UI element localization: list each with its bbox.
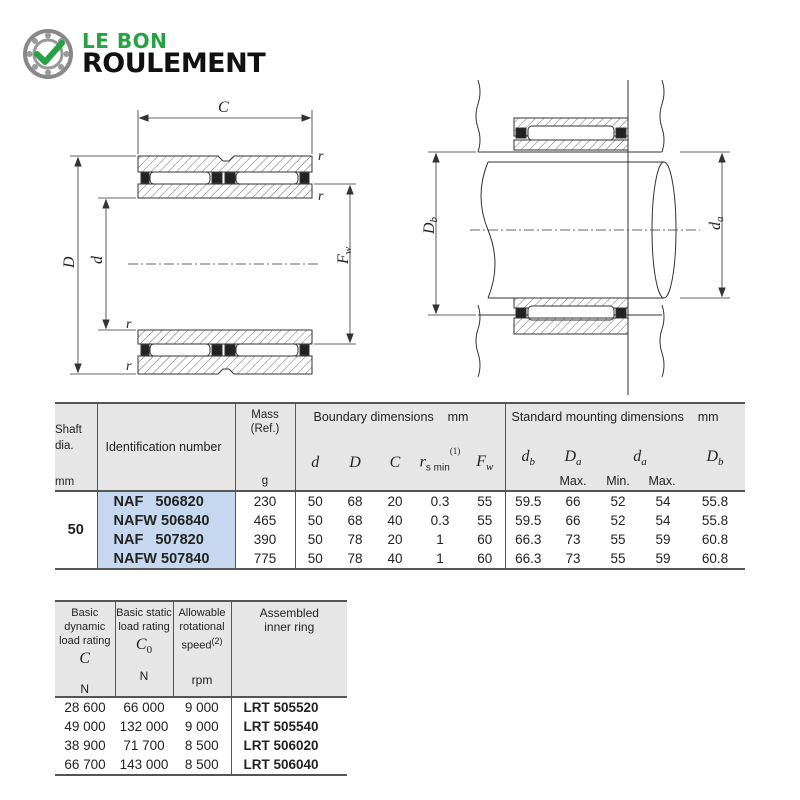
table-cell [115,601,173,697]
table-cell: 78 [347,532,363,547]
label-r: r [318,189,324,204]
inner-ring-cell: LRT 506040 [231,755,347,775]
table-cell: 28 600 [64,700,106,715]
table-cell: 59.5 [505,491,551,511]
speed-unit: rpm [191,672,213,687]
label-Fw: Fw [335,246,354,264]
table-cell: 59 [655,532,671,547]
load-rating-table [55,600,347,776]
table-cell [505,403,745,436]
table-cell: 1 [436,551,444,566]
table-cell: 59 [655,551,671,566]
speed-header3: speed$^{(2)}$ [181,636,223,652]
table-cell: 73 [565,532,581,547]
table-row [55,403,745,436]
table-cell: 71 700 [123,738,165,753]
table-row [55,491,745,511]
label-D: D [61,256,78,268]
table-cell: 8 500 [184,738,219,753]
table-cell: 55.8 [701,513,729,528]
table-cell: 52 [610,513,626,528]
table-row [55,717,347,736]
table-cell: 50 [295,549,335,569]
table-cell: 66.3 [505,530,551,549]
label-d: d [89,256,106,264]
col-rs: $r_{s min}^{(1)}$ [415,436,465,491]
table-cell: 66 000 [123,700,165,715]
table-cell: 49 000 [64,719,106,734]
table-cell [55,601,115,697]
logo-line1: LE BON [82,29,168,53]
table-cell: 66 [565,494,581,509]
dyn-symbol: C [79,650,91,667]
table-cell: 20 [387,532,403,547]
table-cell: 132 000 [119,719,169,734]
table-cell: 55 [477,513,493,528]
label-da: da [707,216,726,230]
ident-cell: NAF 507820 [97,530,235,549]
label-Db: Db [421,216,440,234]
table-cell: 60.8 [701,532,729,547]
table-cell [231,601,347,697]
logo-line2: ROULEMENT [82,48,266,79]
table-cell: 54 [655,494,671,509]
col-d: d [295,436,335,491]
table-cell: 465 [235,511,295,530]
dyn-unit: N [80,682,90,696]
table-cell: 55 [610,532,626,547]
table-cell: 54 [655,513,671,528]
stat-header1: Basic static [116,607,172,619]
table-cell: 66 [565,513,581,528]
table-row [55,530,745,549]
table-cell: 40 [387,513,403,528]
stat-unit: N [139,669,149,684]
speed-header2: rotational [179,621,225,633]
table-cell: 68 [347,494,363,509]
col-C: C [375,436,415,491]
bearing-drawings [0,0,800,395]
label-C: C [218,99,229,116]
table-cell: 73 [565,551,581,566]
col-D: D [335,436,375,491]
table-row [55,736,347,755]
table-cell: 68 [347,513,363,528]
table-cell: 55.8 [701,494,729,509]
table-cell: 9 000 [184,700,219,715]
table-cell [173,601,231,697]
speed-header1: Allowable [178,607,226,619]
dyn-header2: load rating [59,635,111,647]
standard-header: Standard mounting dimensions [511,410,684,424]
inner-header2: inner ring [264,620,315,634]
da-min-label: Min. [606,474,630,489]
table-cell: 60.8 [701,551,729,566]
dimensions-table [55,402,745,570]
table-cell: 0.3 [430,513,450,528]
bearing-section-drawing [70,110,356,374]
standard-unit: mm [697,410,719,424]
table-cell: 59.5 [505,511,551,530]
shaft-unit: mm [55,476,75,488]
col-Db: $D_b$ [685,436,745,491]
table-cell: 55 [477,494,493,509]
label-r: r [318,149,324,164]
Da-max-label: Max. [559,474,587,489]
mass-unit: g [261,475,269,487]
label-r: r [126,359,132,374]
inner-ring-cell: LRT 506020 [231,736,347,755]
table-cell: 9 000 [184,719,219,734]
da-max-label: Max. [648,474,676,489]
shaft-header: Shaft [55,424,82,436]
inner-ring-cell: LRT 505520 [231,697,347,717]
table-cell: 143 000 [119,757,169,772]
table-cell: 66 700 [64,757,106,772]
table-cell: 1 [436,532,444,547]
ident-header: Identification number [97,403,235,491]
table-row [55,549,745,569]
mass-ref: (Ref.) [250,423,280,435]
table-cell: 50 [295,511,335,530]
table-cell [55,403,97,491]
boundary-header: Boundary dimensions [313,410,434,424]
table-row [55,601,347,697]
col-da: $d_a$ Min. Max. [595,436,685,491]
table-cell: 78 [347,551,363,566]
col-Da: $D_a$ Max. [551,436,595,491]
table-cell: 38 900 [64,738,106,753]
ident-cell: NAF 506820 [97,491,235,511]
table-cell [295,403,505,436]
table-cell: 20 [387,494,403,509]
table-cell: 60 [477,532,493,547]
stat-symbol: $C_0$ [135,636,153,657]
col-db: $d_b$ [505,436,551,491]
table-row [55,697,347,717]
table-cell: 230 [235,491,295,511]
mass-header: Mass [251,409,279,421]
stat-header2: load rating [118,621,170,633]
table-cell: 55 [610,551,626,566]
table-cell: 52 [610,494,626,509]
dia-header: dia. [55,440,74,452]
table-row [55,755,347,775]
table-cell: 50 [295,491,335,511]
dyn-header1: Basic dynamic [64,607,106,633]
boundary-unit: mm [447,410,469,424]
table-cell: 8 500 [184,757,219,772]
ident-cell: NAFW 507840 [97,549,235,569]
table-cell: 50 [295,530,335,549]
table-cell: 0.3 [430,494,450,509]
table-cell: 60 [477,551,493,566]
table-cell: 390 [235,530,295,549]
label-r: r [126,317,132,332]
table-cell [235,403,295,491]
ident-cell: NAFW 506840 [97,511,235,530]
mounting-drawing [428,80,730,395]
inner-header1: Assembled [259,606,319,620]
table-cell: 775 [235,549,295,569]
table-row [55,511,745,530]
inner-ring-cell: LRT 505540 [231,717,347,736]
col-Fw: $F_w$ [465,436,505,491]
table-cell: 40 [387,551,403,566]
shaft-value: 50 [55,491,97,569]
table-cell: 66.3 [505,549,551,569]
